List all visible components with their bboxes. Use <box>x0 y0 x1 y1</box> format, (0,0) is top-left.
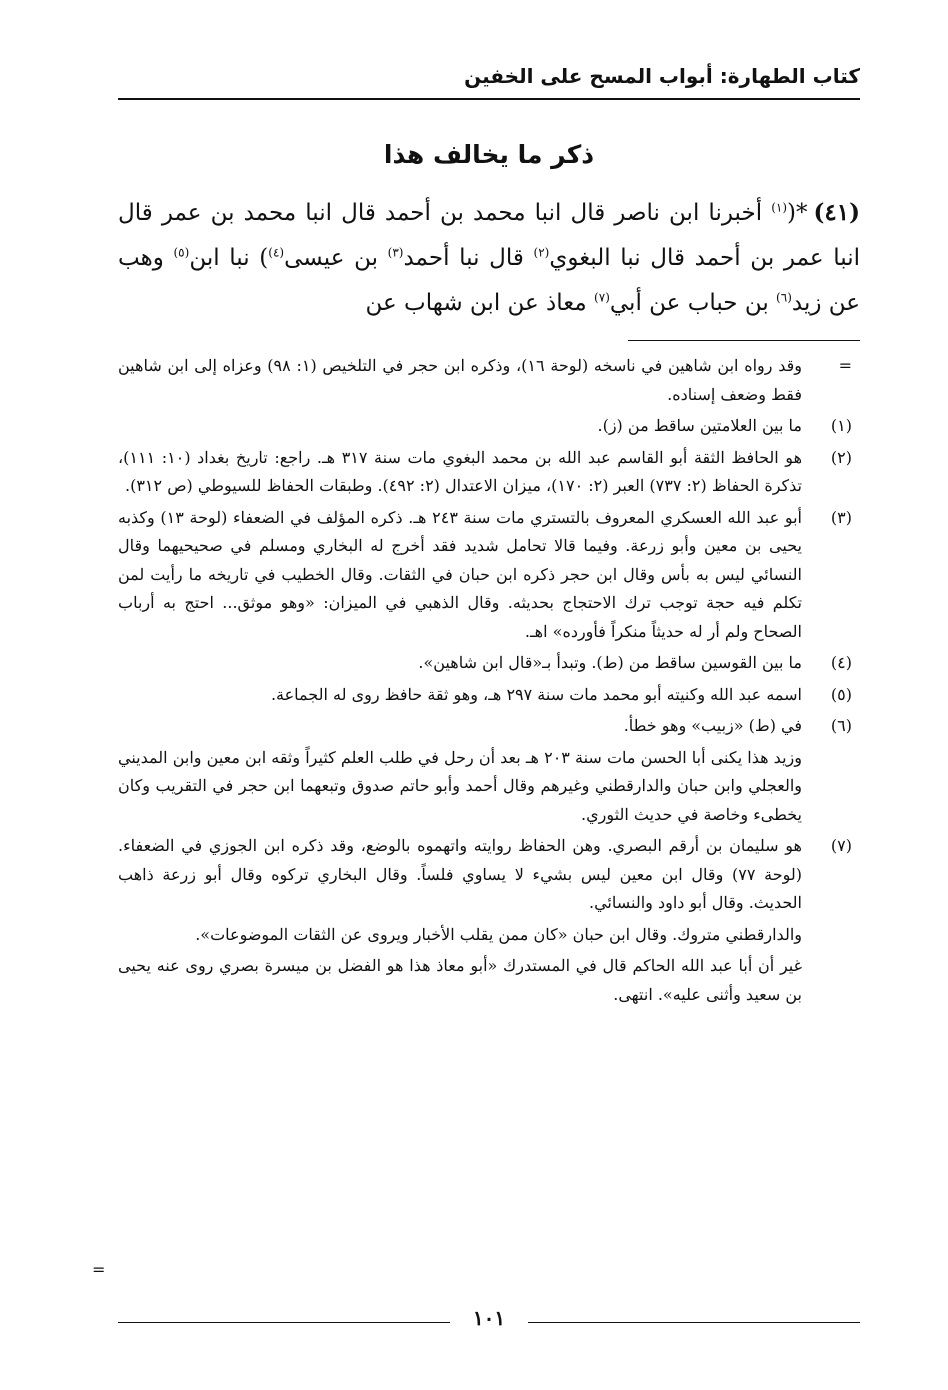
footnote-text: في (ط) «زبيب» وهو خطأ. <box>623 716 802 735</box>
main-text-segment: بن عيسى <box>284 245 388 271</box>
footnote-ref: (٣) <box>387 245 404 260</box>
footnote-mark: (١) <box>830 416 852 435</box>
footnote-7 <box>118 832 860 918</box>
footnote-7-paragraph: غير أن أبا عبد الله الحاكم قال في المستدرك «أبو معاذ هذا هو الفضل بن ميسرة بصري روى عنه يحيى بن سعيد وأثنى عليه». انتهى. <box>118 956 803 1004</box>
footnote-ref: (٤) <box>268 245 285 260</box>
footnote-mark: (٢) <box>830 447 852 467</box>
main-text-segment: قال نبا أحمد <box>403 245 534 271</box>
footnote-6 <box>118 712 860 741</box>
footnote-text: وقد رواه ابن شاهين في ناسخه (لوحة ١٦)، وذكره ابن حجر في التلخيص (١: ٩٨) وعزاه إلى ابن شاهين فقط وضعف إسناده. <box>118 356 803 404</box>
main-text <box>118 190 860 326</box>
footnote-mark: (٤) <box>830 653 852 672</box>
footer-rule-right <box>528 1322 860 1323</box>
footnote-mark: (٣) <box>830 507 852 527</box>
footnote-1 <box>118 412 860 441</box>
main-text-segment: ) نبا ابن <box>189 245 269 271</box>
footnote-text: اسمه عبد الله وكنيته أبو محمد مات سنة ٢٩٧ هـ، وهو ثقة حافظ روى له الجماعة. <box>270 684 802 704</box>
footnotes <box>118 352 860 1012</box>
main-text-segment: بن حباب عن أبي <box>609 290 777 316</box>
running-head: كتاب الطهارة: أبواب المسح على الخفين <box>118 58 860 100</box>
footnote-6-paragraph: وزيد هذا يكنى أبا الحسن مات سنة ٢٠٣ هـ بعد أن رحل في طلب العلم كثيراً وثقه ابن معين وابن المديني والعجلي وابن حبان والدارقطني وغيرهم وقال أحمد وأبو حاتم صدوق وتبعهما ابن حجر في التقريب وكان يخطىء وخاصة في حديث الثوري. <box>118 747 802 824</box>
footer-rule-left <box>118 1322 450 1323</box>
footnote-separator <box>628 340 860 341</box>
footnote-mark: (٦) <box>830 716 852 735</box>
footnote-continued <box>118 352 860 409</box>
footnote-text: أبو عبد الله العسكري المعروف بالتستري مات سنة ٢٤٣ هـ. ذكره المؤلف في الضعفاء (لوحة ١٣) وكذبه يحيى بن معين وأبو زرعة. وفيما قالا تحامل شديد فقد أخرج له البخاري ومسلم في صحيحيهما وقال النسائي ليس به بأس وقال ابن حجر ذكره ابن حبان في الثقات. وقال الخطيب في تاريخه ما رأيت لمن تكلم فيه حجة توجب ترك الاحتجاج بحديثه. وقال الذهبي في الميزان: «وهو موثق... احتج به أرباب الصحاح ولم أر له حديثاً منكراً فأورده» اهـ. <box>118 507 802 641</box>
main-text-segment: أخبرنا ابن ناصر قال انبا محمد بن أحمد قال انبا محمد بن عمر قال انبا عمر بن أحمد قال نبا البغوي <box>118 200 860 271</box>
footnote-mark: (٧) <box>830 836 852 855</box>
footnote-text: ما بين القوسين ساقط من (ط). وتبدأ بـ«قال ابن شاهين». <box>418 653 802 672</box>
main-text-segment: وهب عن زيد <box>118 245 860 316</box>
hadith-number: (٤١) <box>813 199 860 226</box>
main-text-segment: *( <box>787 200 808 226</box>
footnote-ref: (٥) <box>173 245 190 260</box>
footnote-3 <box>118 504 860 647</box>
main-text-segment: معاذ عن ابن شهاب عن <box>365 290 595 316</box>
footnote-5 <box>118 681 860 710</box>
footnote-text: ما بين العلامتين ساقط من (ز). <box>597 416 802 435</box>
footnote-ref: (٦) <box>776 290 792 305</box>
footnote-7-paragraph: والدارقطني متروك. وقال ابن حبان «كان ممن يقلب الأخبار ويروى عن الثقات الموضوعات». <box>195 924 802 944</box>
footnote-mark: (٥) <box>830 684 852 704</box>
page-number: ١٠١ <box>472 1306 506 1330</box>
footnote-2 <box>118 444 860 501</box>
footnote-text: هو الحافظ الثقة أبو القاسم عبد الله بن محمد البغوي مات سنة ٣١٧ هـ. راجع: تاريخ بغداد (١٠: ١١١)، تذكرة الحفاظ (٢: ٧٣٧) العبر (٢: ١٧٠)، ميزان الاعتدال (٢: ٤٩٢). وطبقات الحفاظ للسيوطي (ص ٣١٢). <box>118 447 803 495</box>
footnote-ref: (٢) <box>533 245 550 260</box>
page-footer <box>118 1306 860 1330</box>
footnote-ref: (١) <box>771 200 788 215</box>
continuation-mark: = <box>92 1260 106 1279</box>
section-heading: ذكر ما يخالف هذا <box>383 140 595 169</box>
footnote-4 <box>118 649 860 678</box>
footnote-mark: = <box>838 356 852 375</box>
footnote-ref: (٧) <box>594 290 610 305</box>
footnote-text: هو سليمان بن أرقم البصري. وهن الحفاظ روايته واتهموه بالوضع، وقد ذكره ابن الجوزي في الضعفاء. (لوحة ٧٧) وقال ابن معين ليس بشيء لا يساوي فلساً. وقال البخاري تركوه وقال أبو زرعة ذاهب الحديث. وقال أبو داود والنسائي. <box>118 836 803 912</box>
